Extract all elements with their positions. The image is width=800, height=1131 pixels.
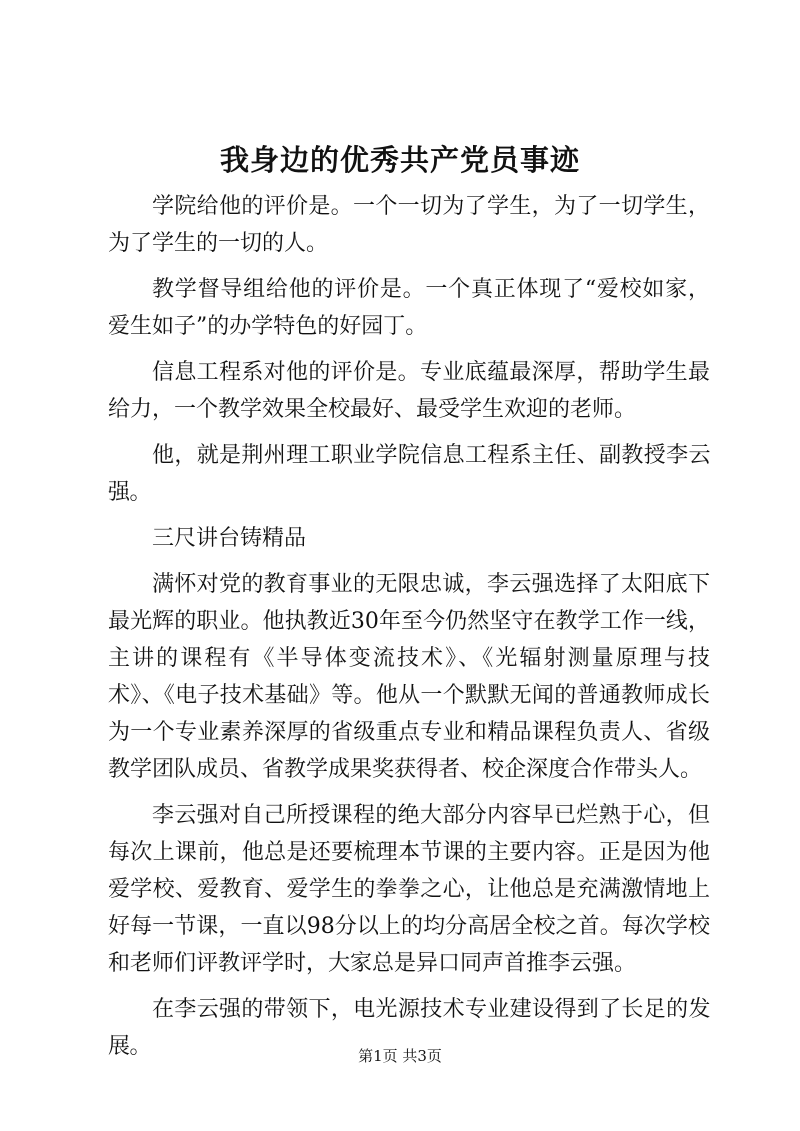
- paragraph-4: 他，就是荆州理工职业学院信息工程系主任、副教授李云强。: [108, 443, 710, 505]
- section-heading: 三尺讲台铸精品: [152, 526, 307, 551]
- page-title: 我身边的优秀共产党员事迹: [219, 143, 580, 177]
- document-body: [108, 188, 710, 1074]
- paragraph-1: 学院给他的评价是。一个一切为了学生，为了一切学生，为了学生的一切的人。: [108, 194, 710, 256]
- paragraph-3: 信息工程系对他的评价是。专业底蕴最深厚，帮助学生最给力，一个教学效果全校最好、最受学生欢迎的老师。: [108, 360, 710, 422]
- paragraph-7: 在李云强的带领下，电光源技术专业建设得到了长足的发展。: [108, 997, 710, 1059]
- paragraph-2: 教学督导组给他的评价是。一个真正体现了“爱校如家，爱生如子”的办学特色的好园丁。: [108, 277, 710, 339]
- paragraph-5: 满怀对党的教育事业的无限忠诚，李云强选择了太阳底下最光辉的职业。他执教近30年至今仍然坚守在教学工作一线，主讲的课程有《半导体变流技术》、《光辐射测量原理与技术》、《电子技术基础》等。他从一个默默无闻的普通教师成长为一个专业素养深厚的省级重点专业和精品课程负责人、省级教学团队成员、省教学成果奖获得者、校企深度合作带头人。: [108, 572, 710, 782]
- paragraph-6: 李云强对自己所授课程的绝大部分内容早已烂熟于心，但每次上课前，他总是还要梳理本节课的主要内容。正是因为他爱学校、爱教育、爱学生的拳拳之心，让他总是充满激情地上好每一节课，一直以98分以上的均分高居全校之首。每次学校和老师们评教评学时，大家总是异口同声首推李云强。: [108, 803, 710, 976]
- page-footer: 第1页 共3页: [358, 1047, 442, 1065]
